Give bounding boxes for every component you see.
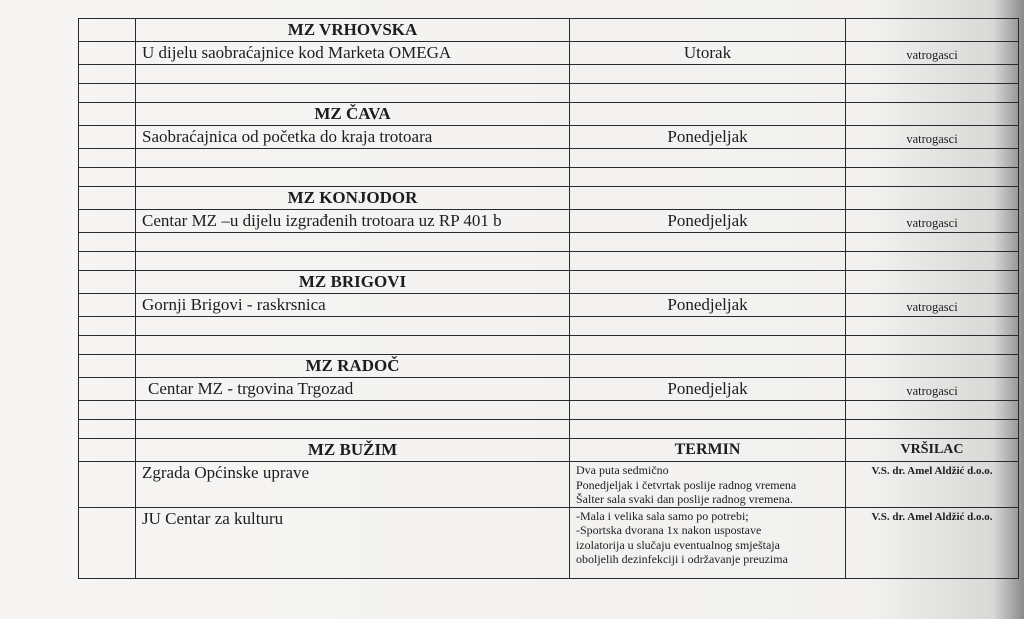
termin-line: -Mala i velika sala samo po potrebi; <box>576 508 749 523</box>
section-header-row <box>79 271 1019 294</box>
termin-header: TERMIN <box>570 439 846 462</box>
termin-cell: Ponedjeljak <box>570 126 846 149</box>
termin-cell: Utorak <box>570 42 846 65</box>
section-header-row <box>79 187 1019 210</box>
section-title: MZ ČAVA <box>136 103 570 126</box>
termin-line: -Sportska dvorana 1x nakon uspostave <box>576 523 762 537</box>
section-title: MZ VRHOVSKA <box>136 19 570 42</box>
section-title: MZ BUŽIM <box>136 439 570 462</box>
table-row <box>79 126 1019 149</box>
vrsilac-cell: vatrogasci <box>846 126 1019 149</box>
section-header-row <box>79 103 1019 126</box>
termin-line: Šalter sala svaki dan poslije radnog vremena. <box>576 492 793 506</box>
termin-cell <box>570 507 846 578</box>
location-cell: Gornji Brigovi - raskrsnica <box>136 294 570 317</box>
termin-line: Dva puta sedmično <box>576 463 669 477</box>
section-title: MZ KONJODOR <box>136 187 570 210</box>
location-cell: Centar MZ - trgovina Trgozad <box>136 378 570 401</box>
schedule-table <box>78 18 1019 579</box>
table-row <box>79 294 1019 317</box>
table-row <box>79 42 1019 65</box>
termin-cell: Ponedjeljak <box>570 294 846 317</box>
vrsilac-cell: V.S. dr. Amel Aldžić d.o.o. <box>846 507 1019 578</box>
section-header-row <box>79 355 1019 378</box>
section-title: MZ BRIGOVI <box>136 271 570 294</box>
table-row <box>79 507 1019 578</box>
table-row <box>79 210 1019 233</box>
section-title: MZ RADOČ <box>136 355 570 378</box>
location-cell: JU Centar za kulturu <box>136 507 570 578</box>
termin-cell: Ponedjeljak <box>570 378 846 401</box>
vrsilac-cell: vatrogasci <box>846 294 1019 317</box>
section-header-row <box>79 439 1019 462</box>
vrsilac-cell: vatrogasci <box>846 378 1019 401</box>
vrsilac-header: VRŠILAC <box>846 439 1019 462</box>
table-row <box>79 462 1019 508</box>
table-row <box>79 378 1019 401</box>
location-cell: Saobraćajnica od početka do kraja trotoara <box>136 126 570 149</box>
termin-line: oboljelih dezinfekciji i održavanje preuzima <box>576 552 788 566</box>
section-header-row <box>79 19 1019 42</box>
location-cell: Centar MZ –u dijelu izgrađenih trotoara uz RP 401 b <box>136 210 570 233</box>
termin-line: Ponedjeljak i četvrtak poslije radnog vremena <box>576 477 797 492</box>
vrsilac-cell: vatrogasci <box>846 210 1019 233</box>
vrsilac-cell: V.S. dr. Amel Aldžić d.o.o. <box>846 462 1019 508</box>
termin-line: izolatorija u slučaju eventualnog smještaja <box>576 537 780 552</box>
vrsilac-cell: vatrogasci <box>846 42 1019 65</box>
termin-cell <box>570 462 846 508</box>
termin-cell: Ponedjeljak <box>570 210 846 233</box>
location-cell: U dijelu saobraćajnice kod Marketa OMEGA <box>136 42 570 65</box>
location-cell: Zgrada Općinske uprave <box>136 462 570 508</box>
